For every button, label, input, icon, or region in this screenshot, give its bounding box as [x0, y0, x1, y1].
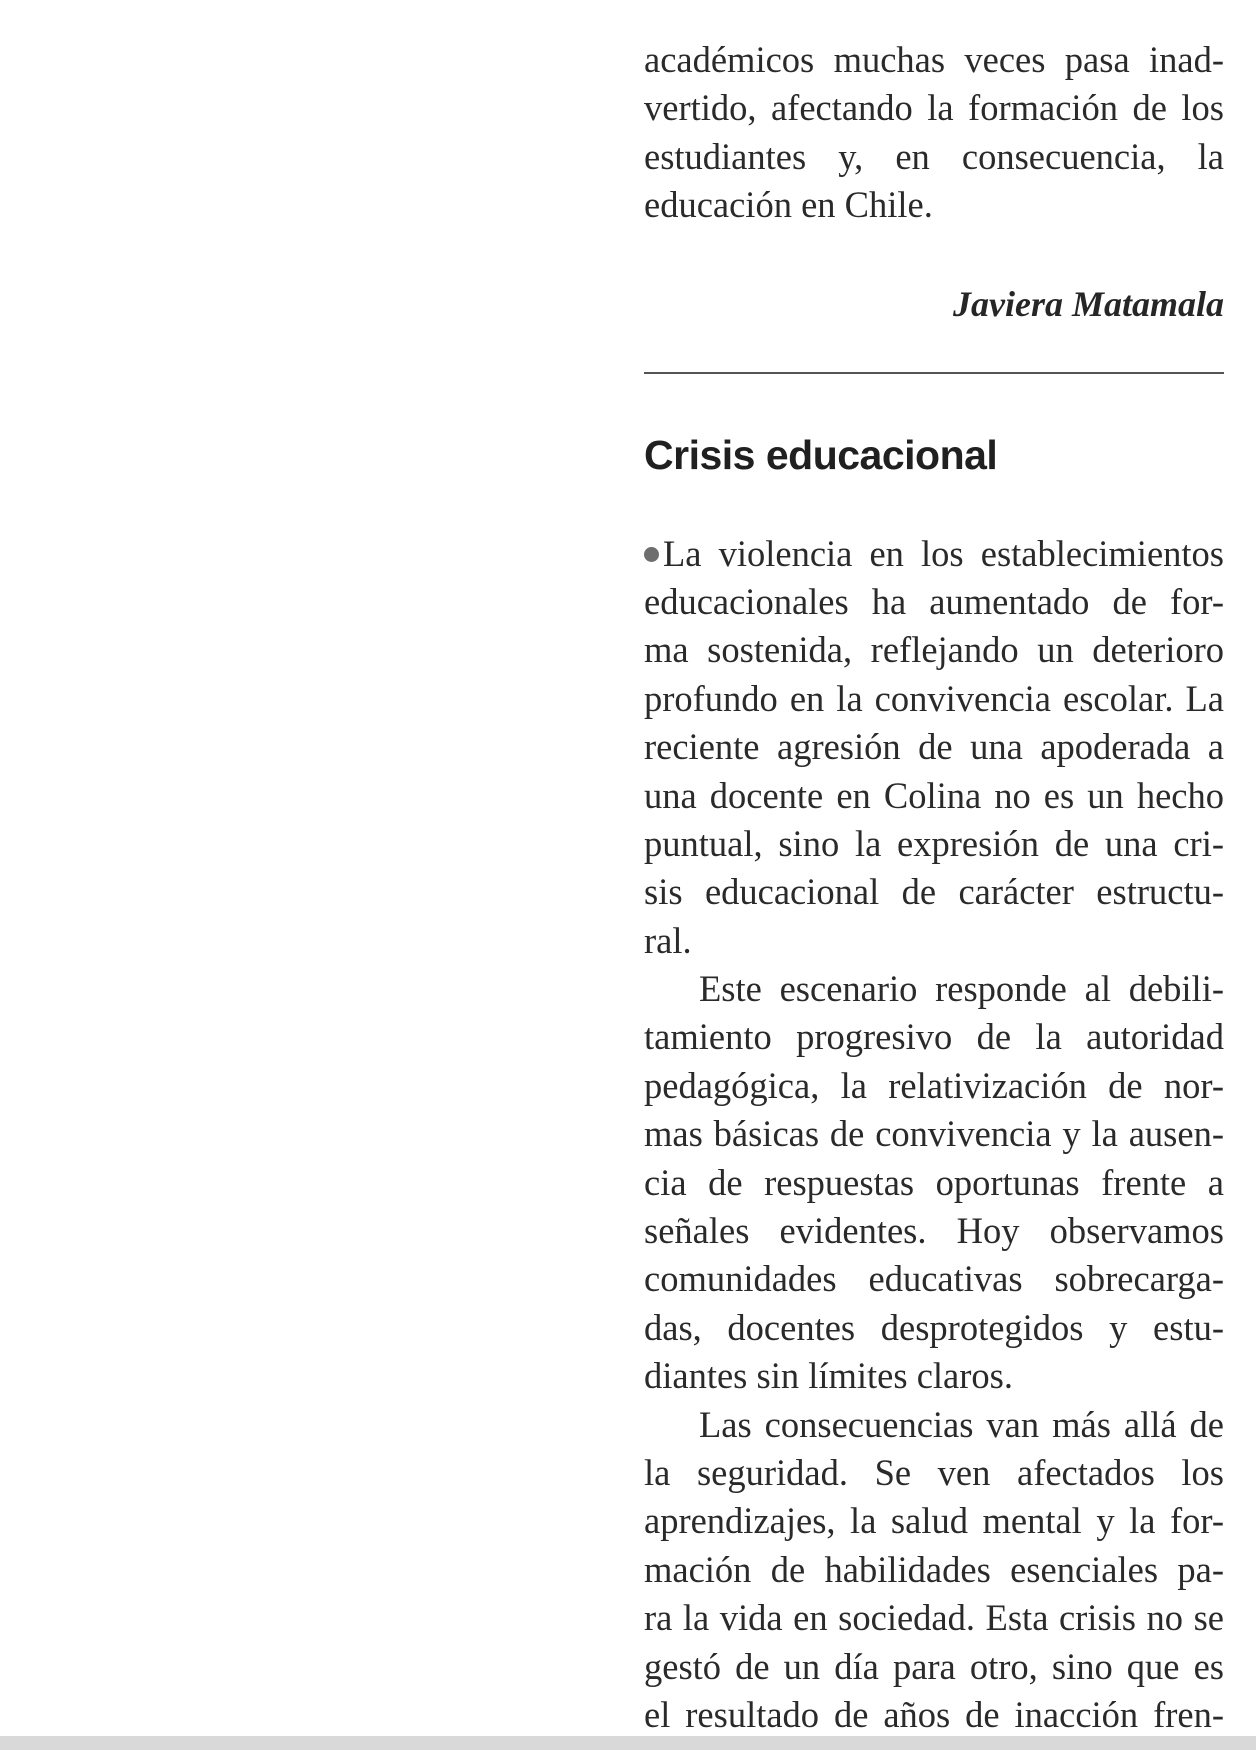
- text-line: Este escenario responde al debili-: [699, 968, 1224, 1010]
- page-bottom-band: [0, 1736, 1256, 1750]
- text-line: comunidades educativas sobrecarga-: [644, 1258, 1224, 1300]
- letter-paragraph-3: [644, 1401, 1224, 1740]
- text-line: cia de respuestas oportunas frente a: [644, 1161, 1224, 1203]
- previous-letter-ending: [644, 36, 1224, 230]
- text-line: una docente en Colina no es un hecho: [644, 774, 1224, 816]
- letter-paragraph-1: [644, 530, 1224, 966]
- text-line-content: La violencia en los establecimientos: [663, 532, 1224, 574]
- letter-paragraph-2: [644, 965, 1224, 1401]
- text-line: ma sostenida, reflejando un deterioro: [644, 629, 1224, 671]
- text-line: profundo en la convivencia escolar. La: [644, 677, 1224, 719]
- text-line: puntual, sino la expresión de una cri-: [644, 822, 1224, 864]
- text-line: mación de habilidades esenciales pa-: [644, 1548, 1224, 1590]
- section-divider: [644, 372, 1224, 374]
- text-line: gestó de un día para otro, sino que es: [644, 1645, 1224, 1687]
- author-signature: Javiera Matamala: [953, 283, 1224, 324]
- text-line: educacionales ha aumentado de for-: [644, 580, 1224, 622]
- bullet-icon: [644, 547, 659, 562]
- text-line: señales evidentes. Hoy observamos: [644, 1210, 1224, 1252]
- letter-headline: Crisis educacional: [644, 431, 998, 478]
- text-line: aprendizajes, la salud mental y la for-: [644, 1500, 1224, 1542]
- text-line: el resultado de años de inacción fren-: [644, 1693, 1224, 1735]
- text-line: sis educacional de carácter estructu-: [644, 871, 1224, 913]
- text-line: das, docentes desprotegidos y estu-: [644, 1306, 1224, 1348]
- text-line: vertido, afectando la formación de los: [644, 87, 1224, 129]
- text-line: estudiantes y, en consecuencia, la: [644, 135, 1224, 177]
- text-line: Las consecuencias van más allá de: [699, 1403, 1224, 1445]
- text-line: tamiento progresivo de la autoridad: [644, 1016, 1224, 1058]
- text-line: diantes sin límites claros.: [644, 1355, 1013, 1397]
- text-line: pedagógica, la relativización de nor-: [644, 1064, 1224, 1106]
- text-line: [644, 530, 1224, 578]
- text-line: ral.: [644, 919, 692, 961]
- article-column: [644, 36, 1224, 1739]
- text-line: la seguridad. Se ven afectados los: [644, 1451, 1224, 1493]
- text-line: ra la vida en sociedad. Esta crisis no se: [644, 1597, 1224, 1639]
- text-line: educación en Chile.: [644, 184, 933, 226]
- text-line: mas básicas de convivencia y la ausen-: [644, 1113, 1224, 1155]
- text-line: académicos muchas veces pasa inad-: [644, 39, 1224, 80]
- text-line: reciente agresión de una apoderada a: [644, 726, 1224, 768]
